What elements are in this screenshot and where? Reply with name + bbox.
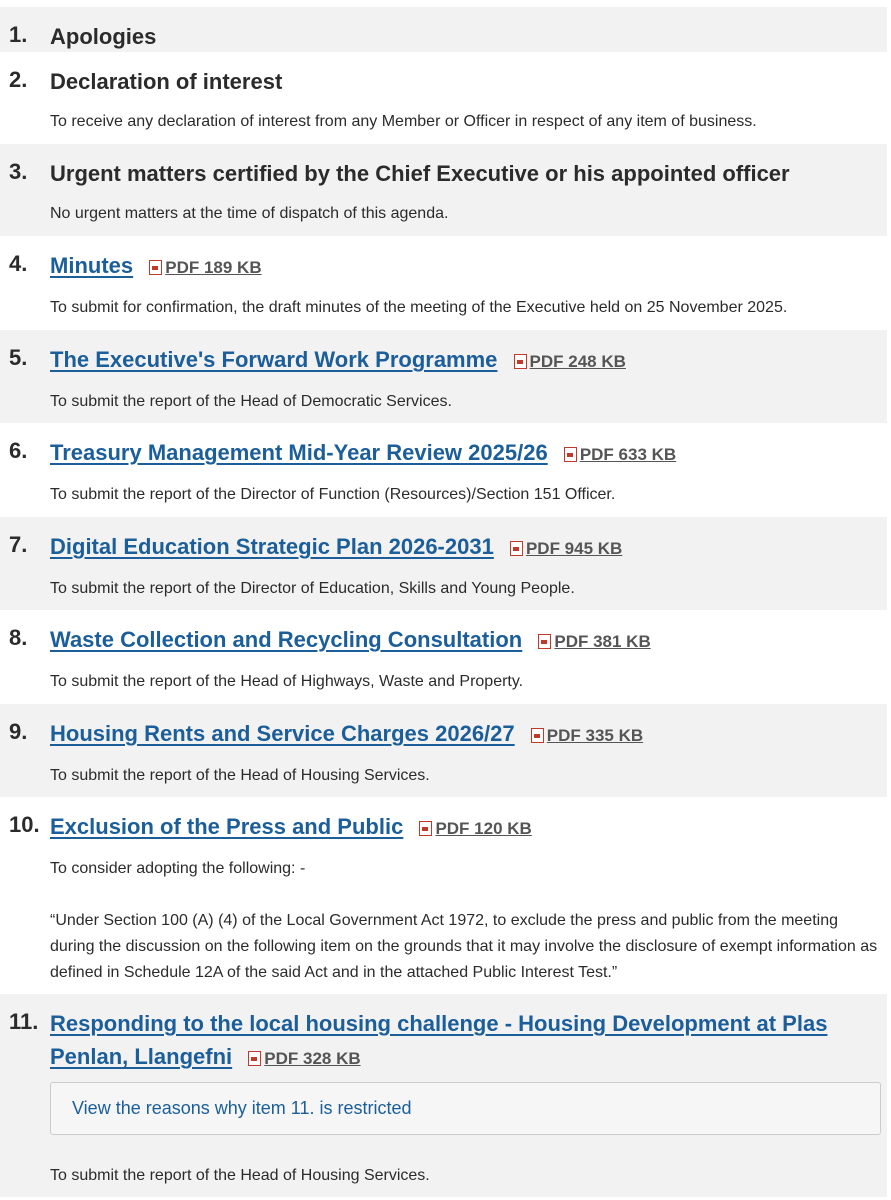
item-number: 8. bbox=[9, 625, 28, 650]
housing-rents-pdf-link[interactable]: PDF 335 KB bbox=[531, 719, 643, 752]
forward-work-programme-link[interactable]: The Executive's Forward Work Programme bbox=[50, 347, 498, 372]
item-number: 6. bbox=[9, 438, 28, 463]
agenda-item-5 bbox=[0, 330, 887, 423]
item-description: To submit the report of the Head of Democratic Services. bbox=[50, 392, 452, 410]
agenda-item-1 bbox=[0, 7, 887, 52]
item-number: 11. bbox=[9, 1009, 39, 1034]
item-title: Urgent matters certified by the Chief Executive or his appointed officer bbox=[50, 161, 790, 186]
restricted-reasons-toggle[interactable]: View the reasons why item 11. is restricted bbox=[50, 1082, 881, 1135]
treasury-management-pdf-link[interactable]: PDF 633 KB bbox=[564, 438, 676, 471]
treasury-management-link[interactable]: Treasury Management Mid-Year Review 2025/26 bbox=[50, 440, 548, 465]
exclusion-press-public-link[interactable]: Exclusion of the Press and Public bbox=[50, 814, 404, 839]
pdf-icon bbox=[538, 634, 551, 649]
agenda-item-2 bbox=[0, 52, 887, 144]
item-description: To submit the report of the Head of Housing Services. bbox=[50, 1166, 430, 1184]
item-title: Declaration of interest bbox=[50, 69, 283, 94]
item-description: To consider adopting the following: - bbox=[50, 859, 306, 877]
digital-education-pdf-link[interactable]: PDF 945 KB bbox=[510, 532, 622, 565]
pdf-icon bbox=[419, 821, 432, 836]
agenda-item-4 bbox=[0, 236, 887, 330]
item-description: To submit for confirmation, the draft minutes of the meeting of the Executive held on 25 November 2025. bbox=[50, 298, 788, 316]
pdf-icon bbox=[149, 260, 162, 275]
item-number: 2. bbox=[9, 67, 28, 92]
agenda-item-9 bbox=[0, 704, 887, 797]
item-number: 3. bbox=[9, 159, 28, 184]
pdf-icon bbox=[510, 541, 523, 556]
item-description: No urgent matters at the time of dispatch of this agenda. bbox=[50, 205, 449, 222]
minutes-pdf-link[interactable]: PDF 189 KB bbox=[149, 251, 261, 284]
item-number: 4. bbox=[9, 251, 28, 276]
item-number: 10. bbox=[9, 812, 40, 837]
waste-collection-pdf-link[interactable]: PDF 381 KB bbox=[538, 625, 650, 658]
pdf-icon bbox=[248, 1051, 261, 1066]
item-number: 5. bbox=[9, 345, 28, 370]
housing-rents-link[interactable]: Housing Rents and Service Charges 2026/27 bbox=[50, 721, 515, 746]
item-number: 9. bbox=[9, 719, 28, 744]
item-number: 1. bbox=[9, 22, 28, 47]
agenda-item-8 bbox=[0, 610, 887, 704]
item-description: To submit the report of the Head of Housing Services. bbox=[50, 766, 430, 784]
waste-collection-link[interactable]: Waste Collection and Recycling Consultation bbox=[50, 627, 523, 652]
pdf-icon bbox=[564, 447, 577, 462]
agenda-item-10 bbox=[0, 797, 887, 994]
item-quote: “Under Section 100 (A) (4) of the Local Government Act 1972, to exclude the press and public from the meeting during the discussion on the following item on the grounds that it may involve the disclosure of exempt information as defined in Schedule 12A of the said Act and in the attached Public Interest Test.” bbox=[50, 911, 878, 981]
pdf-icon bbox=[531, 728, 544, 743]
item-description: To receive any declaration of interest from any Member or Officer in respect of any item of business. bbox=[50, 113, 757, 130]
agenda-item-11 bbox=[0, 994, 887, 1197]
housing-development-pdf-link[interactable]: PDF 328 KB bbox=[248, 1042, 360, 1075]
pdf-icon bbox=[514, 354, 527, 369]
item-number: 7. bbox=[9, 532, 28, 557]
exclusion-press-public-pdf-link[interactable]: PDF 120 KB bbox=[419, 812, 531, 845]
item-description: To submit the report of the Director of Function (Resources)/Section 151 Officer. bbox=[50, 485, 616, 503]
agenda-item-3 bbox=[0, 144, 887, 236]
agenda-item-7 bbox=[0, 517, 887, 610]
digital-education-link[interactable]: Digital Education Strategic Plan 2026-2031 bbox=[50, 534, 494, 559]
item-description: To submit the report of the Director of Education, Skills and Young People. bbox=[50, 579, 575, 597]
item-description: To submit the report of the Head of Highways, Waste and Property. bbox=[50, 672, 524, 690]
minutes-link[interactable]: Minutes bbox=[50, 253, 134, 278]
forward-work-programme-pdf-link[interactable]: PDF 248 KB bbox=[514, 345, 626, 378]
housing-development-link[interactable]: Responding to the local housing challenge - Housing Development at Plas Penlan, Llangefni bbox=[50, 1011, 828, 1069]
agenda-item-6 bbox=[0, 423, 887, 517]
item-title: Apologies bbox=[50, 24, 157, 49]
agenda-list bbox=[0, 7, 887, 1197]
